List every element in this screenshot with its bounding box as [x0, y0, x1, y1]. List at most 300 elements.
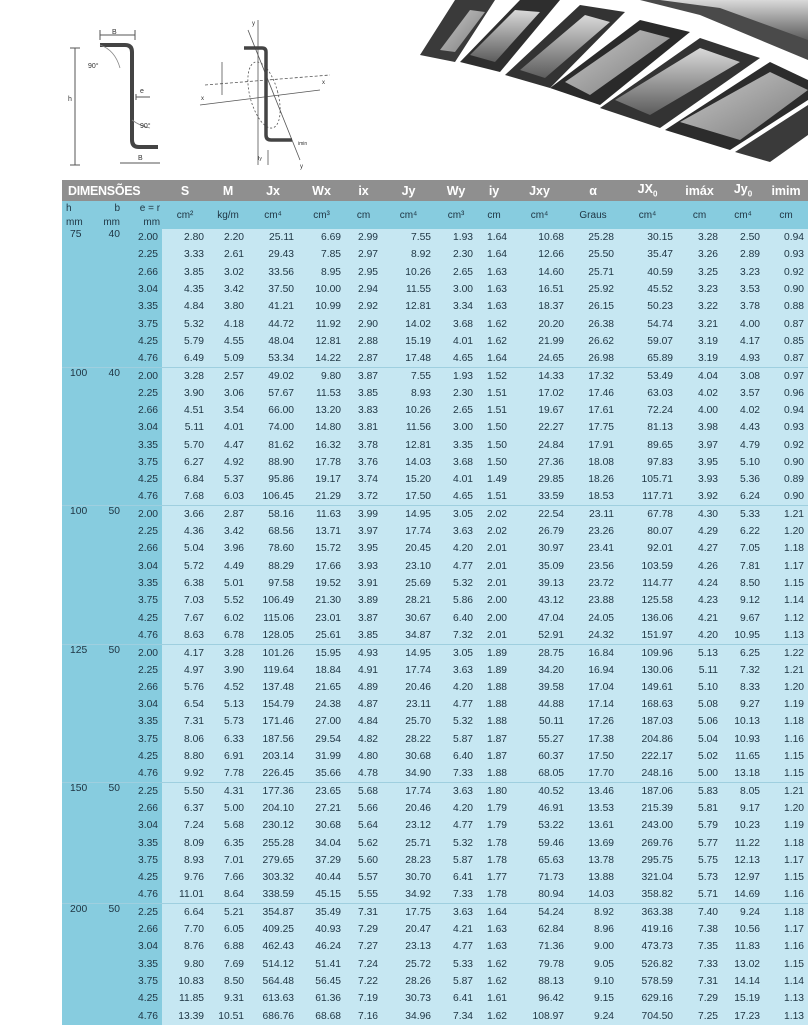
cell-value: 5.73: [677, 869, 722, 886]
col-header-s: S: [180, 183, 190, 198]
cell-value: 7.32: [722, 661, 764, 678]
cell-value: 1.18: [764, 904, 808, 921]
cell-value: 7.16: [345, 1007, 382, 1024]
cell-value: 7.78: [208, 765, 248, 782]
cell-value: 629.16: [618, 990, 677, 1007]
cell-value: 14.22: [298, 350, 345, 367]
cell-value: 26.62: [568, 333, 618, 350]
cell-value: 3.08: [722, 367, 764, 384]
cell-value: 14.95: [382, 506, 435, 523]
cell-value: 1.78: [477, 852, 511, 869]
cell-value: 4.93: [722, 350, 764, 367]
cell-value: 1.19: [764, 817, 808, 834]
cell-value: 16.51: [511, 281, 568, 298]
cell-value: 2.95: [345, 264, 382, 281]
cell-value: 7.31: [162, 713, 208, 730]
cell-value: 514.12: [248, 955, 298, 972]
table-row: [62, 385, 808, 402]
cell-value: 72.24: [618, 402, 677, 419]
cell-h: 100: [62, 506, 98, 644]
cell-thickness: 2.25: [124, 246, 162, 263]
cell-value: 18.08: [568, 454, 618, 471]
cell-value: 106.45: [248, 488, 298, 505]
cell-value: 59.07: [618, 333, 677, 350]
cell-value: 63.03: [618, 385, 677, 402]
cell-value: 3.80: [208, 298, 248, 315]
cell-value: 1.52: [477, 367, 511, 384]
cell-value: 1.12: [764, 610, 808, 627]
cell-value: 1.18: [764, 834, 808, 851]
cell-value: 74.00: [248, 419, 298, 436]
cell-value: 68.05: [511, 765, 568, 782]
cell-thickness: 4.25: [124, 610, 162, 627]
cell-value: 28.22: [382, 731, 435, 748]
cell-value: 2.20: [208, 229, 248, 246]
cell-value: 2.90: [345, 315, 382, 332]
cell-value: 1.49: [477, 471, 511, 488]
cell-value: 1.14: [764, 973, 808, 990]
table-row: [62, 610, 808, 627]
cell-value: 4.80: [345, 748, 382, 765]
cell-value: 3.85: [162, 264, 208, 281]
cell-value: 1.64: [477, 229, 511, 246]
cell-value: 3.93: [677, 471, 722, 488]
col-header-imim: imim: [771, 183, 801, 198]
cell-value: 130.06: [618, 661, 677, 678]
cell-value: 10.56: [722, 921, 764, 938]
cell-value: 7.38: [677, 921, 722, 938]
cell-value: 20.20: [511, 315, 568, 332]
cell-value: 4.77: [435, 696, 477, 713]
cell-value: 4.17: [722, 333, 764, 350]
cell-value: 154.79: [248, 696, 298, 713]
table-row: [62, 869, 808, 886]
table-row: [62, 367, 808, 384]
cell-value: 1.87: [477, 748, 511, 765]
cell-value: 8.50: [722, 575, 764, 592]
cell-value: 4.51: [162, 402, 208, 419]
cell-value: 25.70: [382, 713, 435, 730]
cell-value: 3.19: [677, 350, 722, 367]
dim-col-e: e = r: [139, 202, 161, 214]
cell-b: 50: [98, 506, 124, 644]
cell-value: 1.63: [477, 921, 511, 938]
cell-value: 6.41: [435, 990, 477, 1007]
cell-value: 40.52: [511, 783, 568, 800]
cell-thickness: 4.25: [124, 471, 162, 488]
cell-value: 17.38: [568, 731, 618, 748]
cell-value: 3.91: [345, 575, 382, 592]
cell-h: 100: [62, 367, 98, 505]
cell-value: 95.86: [248, 471, 298, 488]
cell-value: 7.70: [162, 921, 208, 938]
table-row: [62, 904, 808, 921]
cell-value: 187.03: [618, 713, 677, 730]
table-row: [62, 661, 808, 678]
cell-value: 45.52: [618, 281, 677, 298]
cell-value: 2.30: [435, 246, 477, 263]
cell-value: 12.66: [511, 246, 568, 263]
cell-thickness: 4.76: [124, 627, 162, 644]
cell-value: 6.69: [298, 229, 345, 246]
table-row: [62, 1007, 808, 1024]
cell-thickness: 4.76: [124, 350, 162, 367]
cell-value: 1.13: [764, 1007, 808, 1024]
cell-value: 1.89: [477, 661, 511, 678]
cell-value: 5.32: [435, 575, 477, 592]
cell-value: 149.61: [618, 679, 677, 696]
cell-value: 0.90: [764, 454, 808, 471]
table-row: [62, 938, 808, 955]
cell-value: 7.55: [382, 367, 435, 384]
table-row: [62, 315, 808, 332]
cell-value: 17.04: [568, 679, 618, 696]
cell-value: 686.76: [248, 1007, 298, 1024]
cell-value: 40.44: [298, 869, 345, 886]
cell-value: 2.88: [345, 333, 382, 350]
cell-value: 5.68: [208, 817, 248, 834]
drawing-label-b-bottom: B: [138, 155, 143, 162]
cell-value: 65.63: [511, 852, 568, 869]
cell-value: 243.00: [618, 817, 677, 834]
cell-value: 1.61: [477, 990, 511, 1007]
cell-value: 1.21: [764, 506, 808, 523]
cell-value: 0.93: [764, 246, 808, 263]
cell-value: 3.96: [208, 540, 248, 557]
table-row: [62, 246, 808, 263]
table-row: [62, 955, 808, 972]
cell-value: 1.64: [477, 904, 511, 921]
cell-value: 3.98: [677, 419, 722, 436]
cell-value: 79.78: [511, 955, 568, 972]
cell-value: 4.29: [677, 523, 722, 540]
cell-value: 3.57: [722, 385, 764, 402]
cell-value: 22.27: [511, 419, 568, 436]
cell-value: 1.88: [477, 765, 511, 782]
cell-value: 4.01: [435, 471, 477, 488]
cell-value: 5.68: [345, 783, 382, 800]
cell-value: 8.80: [162, 748, 208, 765]
cell-thickness: 2.66: [124, 679, 162, 696]
cell-value: 4.20: [435, 800, 477, 817]
cell-value: 9.05: [568, 955, 618, 972]
cell-value: 0.90: [764, 488, 808, 505]
cell-value: 0.87: [764, 350, 808, 367]
cell-value: 1.62: [477, 333, 511, 350]
cell-value: 1.15: [764, 575, 808, 592]
cell-value: 4.36: [162, 523, 208, 540]
cell-value: 53.34: [248, 350, 298, 367]
cell-value: 30.70: [382, 869, 435, 886]
cell-value: 255.28: [248, 834, 298, 851]
cell-value: 62.84: [511, 921, 568, 938]
cell-value: 14.14: [722, 973, 764, 990]
cell-value: 33.59: [511, 488, 568, 505]
cell-value: 1.50: [477, 454, 511, 471]
cell-value: 8.05: [722, 783, 764, 800]
cell-value: 53.49: [618, 367, 677, 384]
cell-value: 49.02: [248, 367, 298, 384]
drawing-label-x-right: x: [322, 80, 325, 86]
cell-value: 230.12: [248, 817, 298, 834]
cell-value: 71.73: [511, 869, 568, 886]
dim-unit-e: mm: [143, 216, 161, 228]
table-row: [62, 973, 808, 990]
cell-value: 4.84: [162, 298, 208, 315]
table-row: [62, 419, 808, 436]
cell-value: 18.26: [568, 471, 618, 488]
cell-value: 303.32: [248, 869, 298, 886]
cell-thickness: 2.66: [124, 800, 162, 817]
cell-value: 1.88: [477, 696, 511, 713]
cell-value: 1.63: [477, 281, 511, 298]
cell-value: 2.02: [477, 523, 511, 540]
cell-value: 29.85: [511, 471, 568, 488]
cell-value: 5.32: [435, 713, 477, 730]
cell-value: 11.55: [382, 281, 435, 298]
cell-value: 25.69: [382, 575, 435, 592]
cell-value: 26.38: [568, 315, 618, 332]
cell-value: 3.00: [435, 419, 477, 436]
cell-value: 14.80: [298, 419, 345, 436]
cell-value: 97.83: [618, 454, 677, 471]
cell-value: 5.77: [677, 834, 722, 851]
cell-value: 25.61: [298, 627, 345, 644]
drawing-label-h: h: [68, 96, 72, 103]
table-row: [62, 488, 808, 505]
cell-value: 17.74: [382, 523, 435, 540]
cell-value: 4.43: [722, 419, 764, 436]
cell-value: 5.79: [677, 817, 722, 834]
cell-value: 13.61: [568, 817, 618, 834]
cell-value: 7.31: [677, 973, 722, 990]
cell-value: 7.34: [435, 1007, 477, 1024]
cell-value: 1.62: [477, 1007, 511, 1024]
drawing-label-b-top: B: [112, 29, 117, 36]
cell-value: 30.67: [382, 610, 435, 627]
cell-value: 3.68: [435, 454, 477, 471]
cell-value: 8.92: [568, 904, 618, 921]
cell-value: 7.68: [162, 488, 208, 505]
cell-value: 3.42: [208, 281, 248, 298]
cell-thickness: 3.35: [124, 713, 162, 730]
cell-value: 4.77: [435, 938, 477, 955]
cell-thickness: 2.25: [124, 904, 162, 921]
cell-thickness: 3.04: [124, 281, 162, 298]
cell-value: 17.61: [568, 402, 618, 419]
cell-value: 2.97: [345, 246, 382, 263]
cell-value: 5.04: [162, 540, 208, 557]
cell-value: 46.24: [298, 938, 345, 955]
cell-value: 1.51: [477, 488, 511, 505]
cell-value: 12.81: [298, 333, 345, 350]
cell-value: 15.19: [722, 990, 764, 1007]
cell-value: 66.00: [248, 402, 298, 419]
cell-value: 3.42: [208, 523, 248, 540]
unit-alpha: Graus: [579, 209, 607, 221]
cell-value: 39.58: [511, 679, 568, 696]
cell-value: 55.27: [511, 731, 568, 748]
cell-thickness: 2.00: [124, 367, 162, 384]
cell-value: 9.24: [722, 904, 764, 921]
cell-value: 11.22: [722, 834, 764, 851]
table-row: [62, 575, 808, 592]
table-row: [62, 679, 808, 696]
cell-value: 5.04: [677, 731, 722, 748]
table-row: [62, 333, 808, 350]
cell-value: 15.95: [298, 644, 345, 661]
cell-value: 1.63: [477, 938, 511, 955]
cell-value: 2.01: [477, 540, 511, 557]
cell-value: 41.21: [248, 298, 298, 315]
table-row: [62, 350, 808, 367]
cell-value: 3.28: [677, 229, 722, 246]
cell-value: 10.51: [208, 1007, 248, 1024]
cell-value: 9.31: [208, 990, 248, 1007]
cell-value: 0.92: [764, 437, 808, 454]
cell-value: 0.94: [764, 229, 808, 246]
cell-value: 3.68: [435, 315, 477, 332]
cell-value: 6.02: [208, 610, 248, 627]
cell-value: 21.29: [298, 488, 345, 505]
cell-value: 3.02: [208, 264, 248, 281]
cell-value: 2.80: [162, 229, 208, 246]
cell-value: 16.32: [298, 437, 345, 454]
cell-value: 14.69: [722, 886, 764, 903]
cell-value: 4.20: [677, 627, 722, 644]
cell-value: 34.04: [298, 834, 345, 851]
cell-value: 8.96: [568, 921, 618, 938]
cell-value: 1.63: [477, 298, 511, 315]
cell-value: 3.35: [435, 437, 477, 454]
cell-value: 3.05: [435, 506, 477, 523]
cell-thickness: 3.35: [124, 437, 162, 454]
unit-jy: cm⁴: [399, 209, 418, 221]
table-row: [62, 800, 808, 817]
cell-value: 7.32: [435, 627, 477, 644]
cell-value: 204.10: [248, 800, 298, 817]
cell-value: 6.49: [162, 350, 208, 367]
unit-m: kg/m: [217, 209, 239, 221]
cell-value: 3.05: [435, 644, 477, 661]
cell-value: 1.13: [764, 990, 808, 1007]
cell-value: 4.97: [162, 661, 208, 678]
cell-value: 7.19: [345, 990, 382, 1007]
cell-value: 4.65: [435, 350, 477, 367]
cell-thickness: 4.76: [124, 1007, 162, 1024]
cell-value: 17.75: [568, 419, 618, 436]
cell-value: 3.95: [345, 540, 382, 557]
cell-value: 1.14: [764, 592, 808, 609]
cell-value: 462.43: [248, 938, 298, 955]
cell-value: 24.32: [568, 627, 618, 644]
cell-value: 20.46: [382, 800, 435, 817]
cell-value: 30.97: [511, 540, 568, 557]
cell-value: 5.00: [208, 800, 248, 817]
cell-value: 4.82: [345, 731, 382, 748]
cell-value: 7.85: [298, 246, 345, 263]
cell-value: 88.90: [248, 454, 298, 471]
cell-value: 2.65: [435, 402, 477, 419]
cell-value: 34.96: [382, 1007, 435, 1024]
cell-value: 4.52: [208, 679, 248, 696]
col-header-jy0: $Jy_0$: [733, 182, 753, 199]
cell-thickness: 4.76: [124, 886, 162, 903]
cell-value: 23.26: [568, 523, 618, 540]
cell-value: 17.66: [298, 558, 345, 575]
cell-value: 0.96: [764, 385, 808, 402]
cell-value: 1.20: [764, 523, 808, 540]
cell-value: 5.64: [345, 817, 382, 834]
cell-value: 17.74: [382, 783, 435, 800]
cell-value: 3.78: [722, 298, 764, 315]
cell-value: 25.28: [568, 229, 618, 246]
cell-value: 13.02: [722, 955, 764, 972]
cell-value: 89.65: [618, 437, 677, 454]
cell-value: 19.67: [511, 402, 568, 419]
cell-value: 7.03: [162, 592, 208, 609]
cell-value: 3.23: [722, 264, 764, 281]
cell-value: 6.37: [162, 800, 208, 817]
cell-value: 6.84: [162, 471, 208, 488]
cell-value: 5.02: [677, 748, 722, 765]
cell-value: 27.36: [511, 454, 568, 471]
cell-value: 13.46: [568, 783, 618, 800]
cell-value: 151.97: [618, 627, 677, 644]
cell-value: 17.32: [568, 367, 618, 384]
cell-value: 2.87: [345, 350, 382, 367]
cell-value: 10.13: [722, 713, 764, 730]
table-row: [62, 523, 808, 540]
cell-value: 6.35: [208, 834, 248, 851]
table-row: [62, 281, 808, 298]
table-row: [62, 886, 808, 903]
cell-value: 1.20: [764, 679, 808, 696]
cell-value: 7.24: [345, 955, 382, 972]
cell-value: 1.13: [764, 627, 808, 644]
cell-value: 13.18: [722, 765, 764, 782]
cell-value: 5.75: [677, 852, 722, 869]
cell-value: 3.89: [345, 592, 382, 609]
cell-value: 5.60: [345, 852, 382, 869]
cell-value: 5.87: [435, 731, 477, 748]
cell-value: 58.16: [248, 506, 298, 523]
cell-value: 10.23: [722, 817, 764, 834]
cell-thickness: 2.25: [124, 661, 162, 678]
unit-wx: cm³: [313, 209, 330, 221]
cell-value: 187.06: [618, 783, 677, 800]
cell-value: 526.82: [618, 955, 677, 972]
cell-value: 14.02: [382, 315, 435, 332]
table-row: [62, 921, 808, 938]
drawing-label-angle-top: 90°: [88, 63, 99, 70]
cell-value: 46.91: [511, 800, 568, 817]
cell-value: 9.92: [162, 765, 208, 782]
cell-value: 128.05: [248, 627, 298, 644]
cell-value: 1.78: [477, 886, 511, 903]
cell-value: 2.94: [345, 281, 382, 298]
cell-value: 1.17: [764, 852, 808, 869]
cell-value: 117.71: [618, 488, 677, 505]
cell-value: 2.00: [477, 610, 511, 627]
cell-value: 17.78: [298, 454, 345, 471]
cell-value: 1.64: [477, 350, 511, 367]
cell-value: 6.40: [435, 748, 477, 765]
cell-value: 11.83: [722, 938, 764, 955]
cell-value: 7.31: [345, 904, 382, 921]
cell-value: 3.19: [677, 333, 722, 350]
cell-value: 43.12: [511, 592, 568, 609]
